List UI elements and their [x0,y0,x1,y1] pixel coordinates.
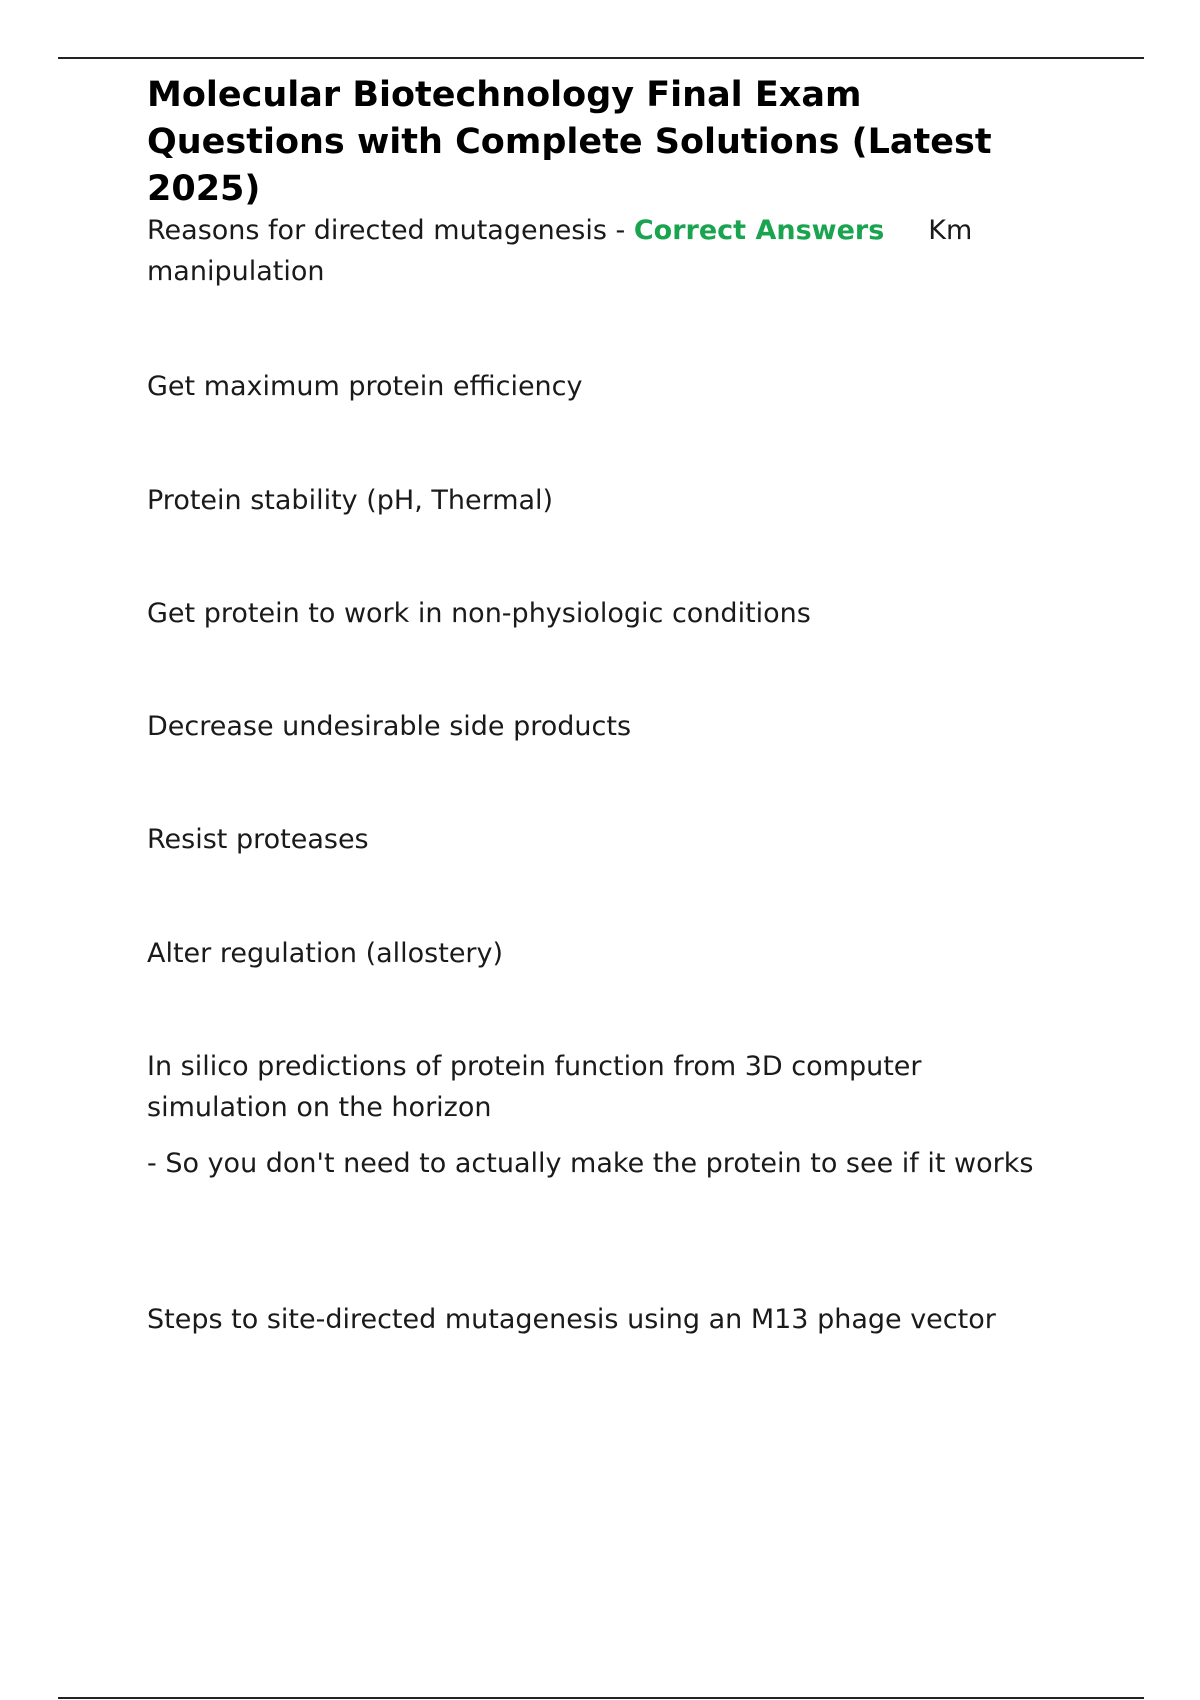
question-item: Steps to site-directed mutagenesis using an M13 phage vector [147,1304,996,1335]
document-title: Molecular Biotechnology Final Exam Questions with Complete Solutions (Latest 2025) [147,75,992,209]
answer-item: Alter regulation (allostery) [147,938,504,969]
bottom-rule [58,1697,1144,1699]
answer-item: Get maximum protein efficiency [147,371,583,402]
correct-answers-label: Correct Answers [633,215,885,246]
question-text: Reasons for directed mutagenesis - [147,215,634,246]
answer-item: Decrease undesirable side products [147,711,632,742]
answer-item: Protein stability (pH, Thermal) [147,485,554,516]
answer-item: - So you don't need to actually make the protein to see if it works [147,1148,1034,1179]
top-rule [58,57,1144,59]
answer-item: Resist proteases [147,824,369,855]
answer-item: Get protein to work in non-physiologic conditions [147,598,811,629]
question-paragraph [147,210,1087,292]
answer-text: Km manipulation [147,215,973,287]
answer-item: In silico predictions of protein function from 3D computer simulation on the horizon [147,1051,922,1123]
